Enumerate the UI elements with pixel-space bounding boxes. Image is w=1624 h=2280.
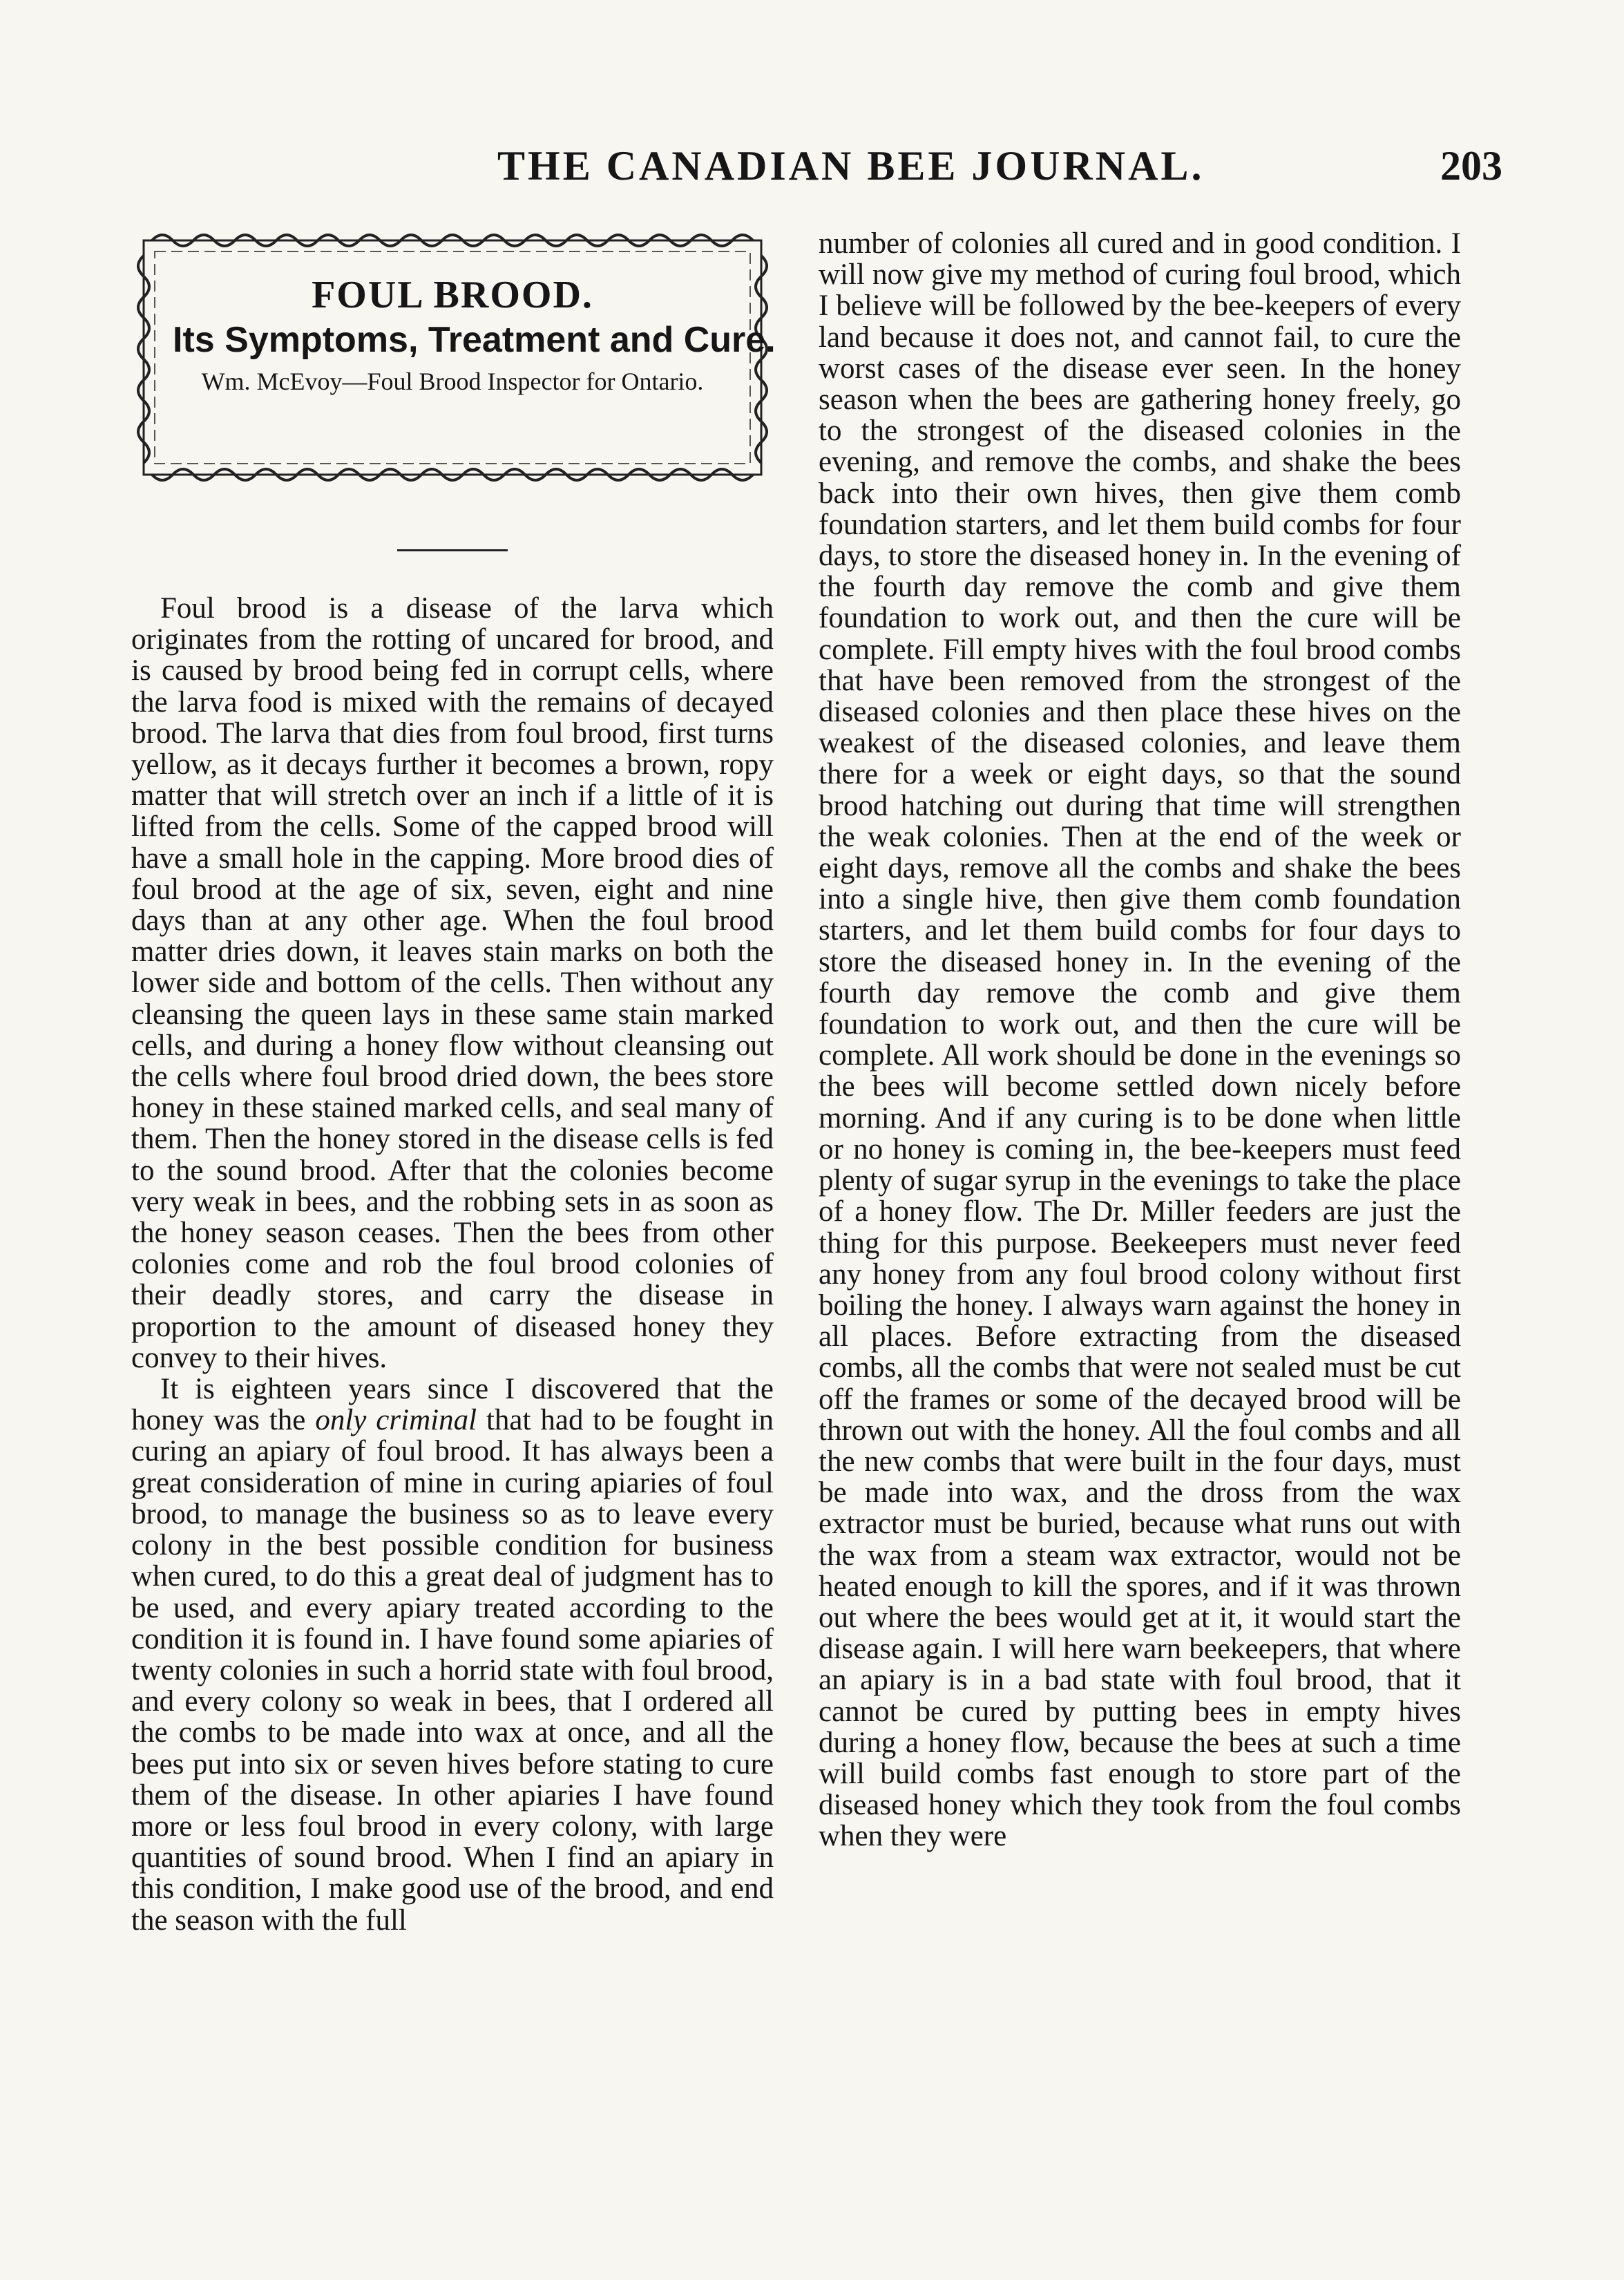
paragraph-2: [131, 1374, 774, 1936]
paragraph-1: Foul brood is a disease of the larva which originates from the rotting of uncared for brood, and is caused by brood being fed in corrupt cells, where the larva food is mixed with the remains of decayed brood. The larva that dies from foul brood, first turns yellow, as it decays further it becomes a brown, ropy matter that will stretch over an inch if a little of it is lifted from the cells. Some of the capped brood will have a small hole in the capping. More brood dies of foul brood at the age of six, seven, eight and nine days than at any other age. When the foul brood matter dries down, it leaves stain marks on both the lower side and bottom of the cells. Then without any cleansing the queen lays in these same stain marked cells, and during a honey flow without cleansing out the cells where foul brood dried down, the bees store honey in these stained marked cells, and seal many of them. Then the honey stored in the disease cells is fed to the sound brood. After that the colonies become very weak in bees, and the robbing sets in as soon as the honey season ceases. Then the bees from other colonies come and rob the foul brood colonies of their deadly stores, and carry the disease in proportion to the amount of diseased honey they convey to their hives.: [131, 592, 774, 1374]
journal-title: THE CANADIAN BEE JOURNAL.: [497, 143, 1205, 189]
author-line: Wm. McEvoy—Foul Brood Inspector for Ontario.: [201, 368, 704, 396]
article-title: FOUL BROOD.: [312, 274, 593, 316]
paragraph-continued: number of colonies all cured and in good condition. I will now give my method of curing foul brood, which I believe will be followed by the bee-keepers of every land because it does not, and cannot fail, to cure the worst cases of the disease ever seen. In the honey season when the bees are gathering honey freely, go to the strongest of the diseased colonies in the evening, and remove the combs, and shake the bees back into their own hives, then give them comb foundation starters, and let them build combs for four days, to store the diseased honey in. In the evening of the fourth day remove the comb and give them foundation to work out, and then the cure will be complete. Fill empty hives with the foul brood combs that have been removed from the strongest of the diseased colonies and then place these hives on the weakest of the diseased colonies, and leave them there for a week or eight days, so that the sound brood hatching out during that time will strengthen the weak colonies. Then at the end of the week or eight days, remove all the combs and shake the bees into a single hive, then give them comb foundation starters, and let them build combs for four days to store the diseased honey in. In the evening of the fourth day remove the comb and give them foundation to work out, and then the cure will be complete. All work should be done in the evenings so the bees will become settled down nicely before morning. And if any curing is to be done when little or no honey is coming in, the bee-keepers must feed plenty of sugar syrup in the evenings to take the place of a honey flow. The Dr. Miller feeders are just the thing for this purpose. Beekeepers must never feed any honey from any foul brood colony without first boiling the honey. I always warn against the honey in all places. Before extracting from the diseased combs, all the combs that were not sealed must be cut off the frames or some of the decayed brood will be thrown out with the honey. All the foul combs and all the new combs that were built in the four days, must be made into wax, and the dross from the wax extractor must be buried, because what runs out with the wax from a steam wax extractor, would not be heated enough to kill the spores, and if it was thrown out where the bees would get at it, it would start the disease again. I will here warn beekeepers, that where an apiary is in a bad state with foul brood, that it cannot be cured by putting bees in empty hives during a honey flow, because the bees at such a time will build combs fast enough to store part of the diseased honey which they took from the foul combs when they were: [819, 227, 1461, 1853]
right-column: [819, 228, 1461, 1852]
title-box-content: [173, 274, 776, 396]
article-subtitle: Its Symptoms, Treatment and Cure.: [173, 320, 776, 361]
left-column: [131, 228, 774, 1936]
emphasis-only-criminal: only criminal: [315, 1404, 477, 1437]
page-header: [111, 135, 1502, 205]
paragraph-2-text-b: that had to be fought in curing an apiary of foul brood. It has always been a great consideration of mine in curing apiaries of foul brood, to manage the business so as to leave every colony in the best possible condition for business when cured, to do this a great deal of judgment has to be used, and every apiary treated according to the condition it is found in. I have found some apiaries of twenty colonies in such a horrid state with foul brood, and every colony so weak in bees, that I ordered all the combs to be made into wax at once, and all the bees put into six or seven hives before stating to cure them of the disease. In other apiaries I have found more or less foul brood in every colony, with large quantities of sound brood. When I find an apiary in this condition, I make good use of the brood, and end the season with the full: [131, 1404, 774, 1937]
article-title-box: [131, 228, 774, 487]
paragraph-2-text-a: It is eighteen years since I discovered that the honey was the: [131, 1373, 774, 1437]
page-number: 203: [1440, 143, 1502, 189]
section-divider: [397, 549, 508, 551]
